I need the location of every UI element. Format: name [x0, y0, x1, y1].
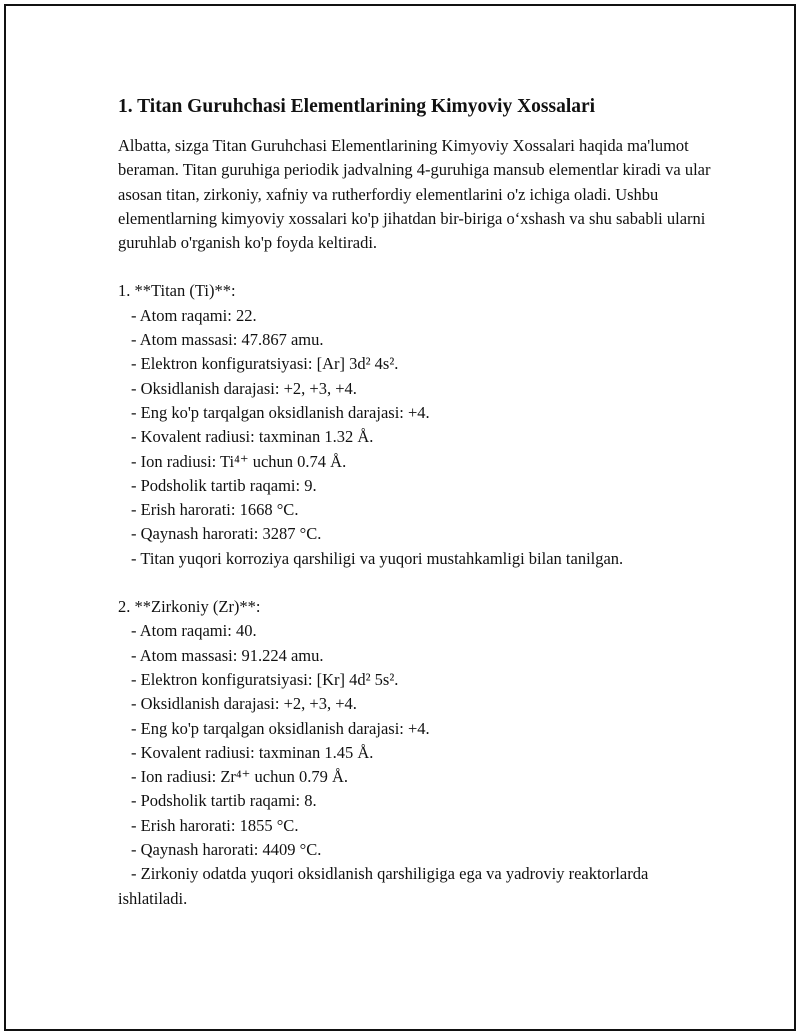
- section-heading-titan: 1. **Titan (Ti)**:: [118, 281, 236, 301]
- list-item: - Oksidlanish darajasi: +2, +3, +4.: [131, 694, 357, 714]
- document-body: [118, 94, 718, 911]
- list-item: - Ion radiusi: Zr⁴⁺ uchun 0.79 Å.: [131, 767, 349, 787]
- list-item: - Atom raqami: 22.: [131, 305, 257, 325]
- list-item: - Oksidlanish darajasi: +2, +3, +4.: [131, 378, 357, 398]
- list-item: - Kovalent radiusi: taxminan 1.45 Å.: [131, 742, 374, 762]
- list-item: - Atom raqami: 40.: [131, 621, 257, 641]
- list-item: - Qaynash harorati: 4409 °C.: [131, 840, 322, 860]
- property-list-titan: [118, 304, 718, 571]
- list-item: - Kovalent radiusi: taxminan 1.32 Å.: [131, 427, 374, 447]
- list-item: - Ion radiusi: Ti⁴⁺ uchun 0.74 Å.: [131, 451, 347, 471]
- document-title: 1. Titan Guruhchasi Elementlarining Kimyoviy Xossalari: [118, 96, 596, 117]
- list-item: - Titan yuqori korroziya qarshiligi va yuqori mustahkamligi bilan tanilgan.: [131, 548, 624, 568]
- section-zirkoniy: [118, 595, 718, 911]
- list-item: - Zirkoniy odatda yuqori oksidlanish qarshiligiga ega va yadroviy reaktorlarda ishlatiladi.: [118, 864, 653, 908]
- list-item: - Elektron konfiguratsiyasi: [Ar] 3d² 4s².: [131, 354, 399, 374]
- list-item: - Eng ko'p tarqalgan oksidlanish darajasi: +4.: [131, 402, 430, 422]
- list-item: - Erish harorati: 1855 °C.: [131, 815, 299, 835]
- section-titan: [118, 279, 718, 571]
- list-item: - Erish harorati: 1668 °C.: [131, 500, 299, 520]
- list-item: - Elektron konfiguratsiyasi: [Kr] 4d² 5s².: [131, 669, 399, 689]
- intro-paragraph: Albatta, sizga Titan Guruhchasi Elementlarining Kimyoviy Xossalari haqida ma'lumot beraman. Titan guruhiga periodik jadvalning 4-guruhiga mansub elementlar kiradi va ular asosan titan, zirkoniy, xafniy va rutherfordiy elementlarini o'z ichiga oladi. Ushbu elementlarning kimyoviy xossalari ko'p jihatdan bir-biriga o‘xshash va shu sababli ularni guruhlab o'rganish ko'p foyda keltiradi.: [118, 136, 711, 253]
- list-item: - Eng ko'p tarqalgan oksidlanish darajasi: +4.: [131, 718, 430, 738]
- list-item: - Atom massasi: 47.867 amu.: [131, 330, 324, 350]
- list-item: - Podsholik tartib raqami: 8.: [131, 791, 317, 811]
- section-heading-zirkoniy: 2. **Zirkoniy (Zr)**:: [118, 597, 261, 617]
- list-item: - Qaynash harorati: 3287 °C.: [131, 524, 322, 544]
- property-list-zirkoniy: [118, 619, 718, 911]
- list-item: - Podsholik tartib raqami: 9.: [131, 475, 317, 495]
- list-item: - Atom massasi: 91.224 amu.: [131, 645, 324, 665]
